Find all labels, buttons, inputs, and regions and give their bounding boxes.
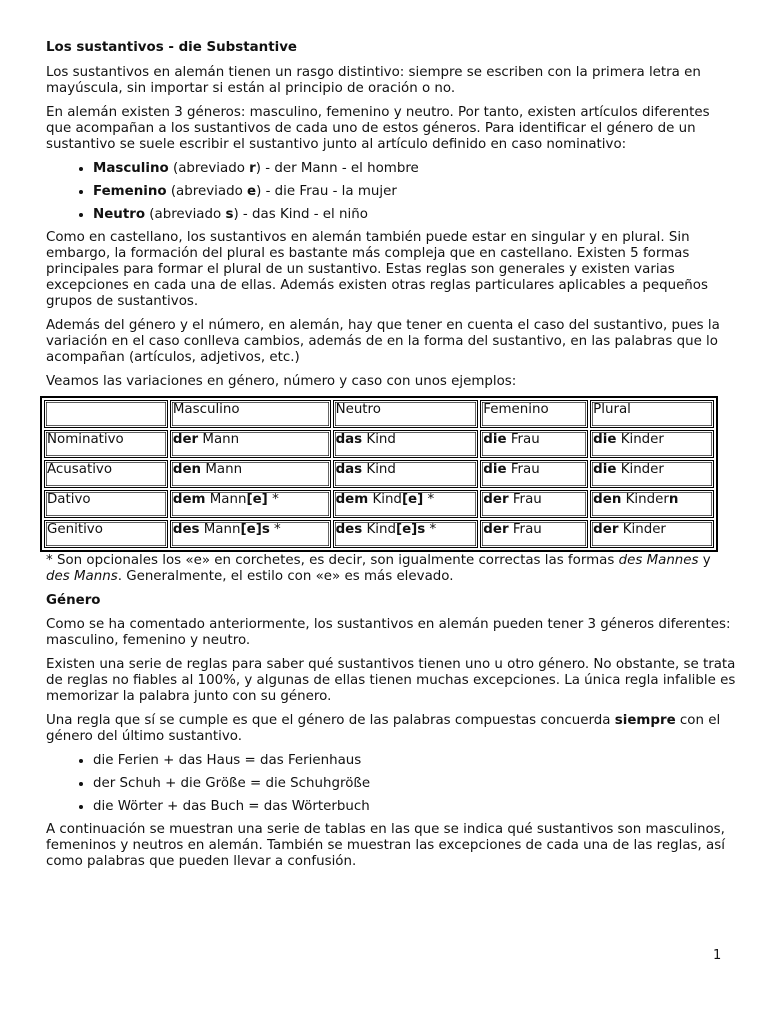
genero-paragraph-4: A continuación se muestran una serie de tablas en las que se indica qué sustantivos son masculinos, femeninos y neutros en alemán. También se muestran las excepciones de cada una de las reglas, así como palabras que pueden llevar a confusión. [46,822,725,869]
plural-paragraph: Como en castellano, los sustantivos en alemán también puede estar en singular y en plural. Sin embargo, la formación del plural es bastante más compleja que en castellano. Existen 5 formas principales para formar el plural de un sustantivo. Estas reglas son generales y existen varias excepciones en cada una de ellas. Además existen otras reglas particulares aplicables a pequeños grupos de sustantivos. [46,230,708,309]
genero-paragraph-1: Como se ha comentado anteriormente, los sustantivos en alemán pueden tener 3 géneros diferentes: masculino, femenino y neutro. [46,617,731,648]
page-number: 1 [713,948,722,963]
table-body [44,430,714,548]
table-header-cell: Femenino [480,400,588,428]
table-cell: dem Mann[e] * [170,490,331,518]
gender-item-femenino: • Femenino (abreviado e) - die Frau - la mujer [93,184,736,200]
case-label-cell: Nominativo [44,430,168,458]
table-row [44,460,714,488]
list-item: • die Ferien + das Haus = das Ferienhaus [93,753,736,769]
table-cell: das Kind [333,430,479,458]
table-cell: die Frau [480,430,588,458]
genero-paragraph-3: Una regla que sí se cumple es que el género de las palabras compuestas concuerda siempre con el género del último sustantivo. [46,713,721,744]
intro-paragraph-1: Los sustantivos en alemán tienen un rasgo distintivo: siempre se escriben con la primera letra en mayúscula, sin importar si están al principio de oración o no. [46,65,701,96]
table-cell: die Frau [480,460,588,488]
table-cell: den Mann [170,460,331,488]
table-header-cell: Neutro [333,400,479,428]
case-label-cell: Genitivo [44,520,168,548]
table-cell: die Kinder [590,460,714,488]
gender-item-neutro: • Neutro (abreviado s) - das Kind - el niño [93,207,736,223]
genero-paragraph-2: Existen una serie de reglas para saber qué sustantivos tienen uno u otro género. No obstante, se trata de reglas no fiables al 100%, y algunas de ellas tienen muchas excepciones. La única regla infalible es memorizar la palabra junto con su género. [46,657,736,704]
table-cell: der Frau [480,520,588,548]
table-row [44,490,714,518]
case-label-cell: Dativo [44,490,168,518]
document-page [46,40,736,878]
table-cell: dem Kind[e] * [333,490,479,518]
table-header-row [44,400,714,428]
table-header-cell [44,400,168,428]
compound-examples-list [46,753,736,815]
table-cell: das Kind [333,460,479,488]
list-item: • die Wörter + das Buch = das Wörterbuch [93,799,736,815]
case-label-cell: Acusativo [44,460,168,488]
gender-list [46,161,736,223]
gender-item-masculino: • Masculino (abreviado r) - der Mann - el hombre [93,161,736,177]
examples-intro: Veamos las variaciones en género, número y caso con unos ejemplos: [46,374,517,389]
footnote: * Son opcionales los «e» en corchetes, es decir, son igualmente correctas las formas des Mannes y des Manns. Generalmente, el estilo con «e» es más elevado. [46,553,711,584]
table-row [44,520,714,548]
table-header-cell: Plural [590,400,714,428]
table-cell: der Mann [170,430,331,458]
page-title: Los sustantivos - die Substantive [46,40,298,55]
table-cell: des Kind[e]s * [333,520,479,548]
table-row [44,430,714,458]
section-heading-genero: Género [46,593,101,608]
table-cell: die Kinder [590,430,714,458]
case-paragraph: Además del género y el número, en alemán, hay que tener en cuenta el caso del sustantivo, pues la variación en el caso conlleva cambios, además de en la forma del sustantivo, en las palabras que lo acompañan (artículos, adjetivos, etc.) [46,318,720,365]
table-cell: der Frau [480,490,588,518]
declension-table [40,396,718,552]
table-header-cell: Masculino [170,400,331,428]
intro-paragraph-2: En alemán existen 3 géneros: masculino, femenino y neutro. Por tanto, existen artículos diferentes que acompañan a los sustantivos de cada uno de estos géneros. Para identificar el género de un sustantivo se suele escribir el sustantivo junto al artículo definido en caso nominativo: [46,105,710,152]
table-cell: des Mann[e]s * [170,520,331,548]
list-item: • der Schuh + die Größe = die Schuhgröße [93,776,736,792]
table-cell: der Kinder [590,520,714,548]
table-cell: den Kindern [590,490,714,518]
